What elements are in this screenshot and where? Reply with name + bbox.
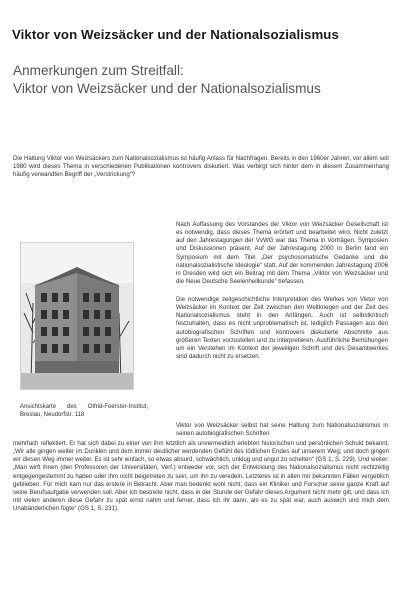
page-subtitle <box>13 62 393 98</box>
page-title: Viktor von Weizsäcker und der Nationalsozialismus <box>12 27 339 42</box>
paragraph-2: Die notwendige zeitgeschichtliche Interpretation des Werkes von Viktor von Weizsäcker im Kontext der Zeit zwischen den Weltkriegen und der Zeit des Nationalsozialismus steht in den Anfängen. Auch ist selbstkritisch festzuhalten, dass es nicht unproblematisch ist, lediglich Passagen aus den autobiografischen Schriften und kontrovers diskutierte Abschnitte aus größeren Texten vorzustellen und zu interpretieren. Ausführliche Bemühungen um ein Verstehen im Kontext der jeweiligen Schrift und des Gesamtwerkes sind dadurch nicht zu ersetzen. <box>176 296 388 361</box>
image-caption: Ansichtskarte des Otfrid-Foerster-Institut, Breslau, Neudorfstr. 118 <box>20 404 148 418</box>
subtitle-line-2: Viktor von Weizsäcker und der Nationalsozialismus <box>13 81 321 96</box>
intro-paragraph: Die Haltung Viktor von Weizsäckers zum Nationalsozialismus ist häufig Anlass für Nachfragen. Bereits in den 1960er Jahren, vor allem seit 1980 wird dieses Thema in verschiedenen Publikationen kontrovers diskutiert. Was verbirgt sich hinter dem in diesem Zusammenhang häufig verwandten Begriff der „Verstrickung“? <box>13 155 389 179</box>
paragraph-3-start: Viktor von Weizsäcker selbst hat seine Haltung zum Nationalsozialismus in seinen autobiografischen Schriften <box>176 422 388 438</box>
paragraph-1: Nach Auffassung des Vorstandes der Viktor von Weizsäcker Gesellschaft ist es notwendig, dass dieses Thema erörtert und bearbeitet wird. Nicht zuletzt auf den Jahrestagungen der VvWG war das Thema in Vorträgen, Symposien und Diskussionen präsent. Auf der Jahrestagung 2000 in Berlin fand ein Symposium mit dem Titel „Der psychosomatische Gedanke und die nationalsozialistische Ideologie“ statt. Auf der kommenden Jahrestagung 2006 in Dresden wird sich ein Beitrag mit dem Thema „Viktor von Weizsäcker und die Neue Deutsche Seelenheilkunde“ befassen. <box>176 221 388 286</box>
subtitle-line-1: Anmerkungen zum Streitfall: <box>13 63 184 78</box>
institute-postcard-image <box>20 242 134 390</box>
paragraph-3-continued: mehrfach reflektiert. Er hat sich dabei zu einer von ihm letztlich als unvermeidlich erlebten historischen und persönlichen Schuld bekannt. „Wir alle gingen weiter im Dunklen und dem immer deutlicher werdenden Gefühl des tödlichen Endes auf unserem Weg; und doch gingen wir diesen Weg immer weiter. Es ist sehr einfach, so etwas absurd, schwächlich, unklug und ungut zu schelten“ (GS 1, S. 229). Und weiter: „Man wirft ihnen (den Professoren der Universitäten, Verf.) entweder vor, sich der Entwicklung des Nationalsozialismus nicht rechtzeitig entgegengestemmt zu haben oder ihm nicht beigetreten zu sein, um ihn zu veredeln. Letzteres ist in allen mir bekannten Fällen vergeblich geblieben. Für mich kam nur das erstere in Betracht. Aber man bedenkt wohl nicht, dass ein Kliniker und Forscher seine ganze Kraft auf seine Berufsaufgabe verwenden soll. Aber ich bestreite nicht, dass in der Stunde der Gefahr dieses Argument nicht mehr gilt, und dass ich mit vielen anderen diese Gefahr zu spät ernst nahm und ferner, dass ich ihr dann, als es zu spät war, auch auswich und mich dem Unabänderlichen fügte“ (GS 1, S. 231). <box>13 440 389 513</box>
